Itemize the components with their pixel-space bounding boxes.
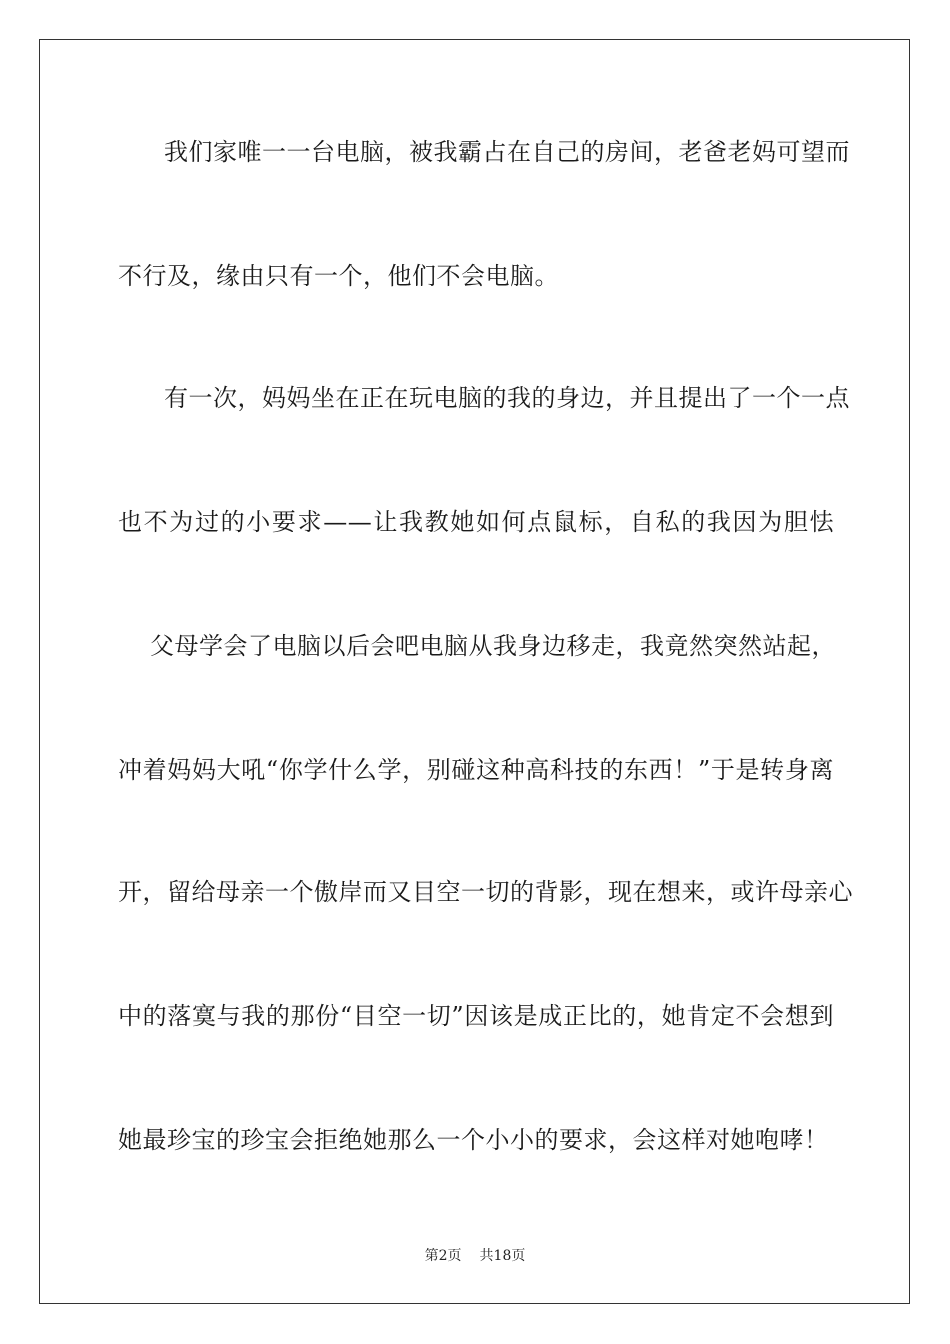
page-border: [39, 39, 910, 1304]
paragraph-line: 也不为过的小要求——让我教她如何点鼠标，自私的我因为胆怯: [118, 508, 834, 536]
paragraph-line: 中的落寞与我的那份“目空一切”因该是成正比的，她肯定不会想到: [118, 1002, 834, 1030]
paragraph-line: 开，留给母亲一个傲岸而又目空一切的背影，现在想来，或许母亲心: [118, 878, 853, 906]
paragraph-line: 不行及，缘由只有一个，他们不会电脑。: [118, 262, 559, 290]
paragraph-line: 冲着妈妈大吼“你学什么学，别碰这种高科技的东西！”于是转身离: [118, 756, 834, 784]
page-number: 第2页: [424, 1248, 462, 1264]
paragraph-line: 她最珍宝的珍宝会拒绝她那么一个小小的要求，会这样对她咆哮！: [118, 1126, 829, 1154]
paragraph-line: 父母学会了电脑以后会吧电脑从我身边移走，我竟然突然站起，: [150, 632, 836, 660]
page-total: 共18页: [479, 1248, 526, 1264]
paragraph-line: 我们家唯一一台电脑，被我霸占在自己的房间，老爸老妈可望而: [164, 138, 850, 166]
page-footer: [0, 1246, 950, 1266]
paragraph-line: 有一次，妈妈坐在正在玩电脑的我的身边，并且提出了一个一点: [164, 384, 850, 412]
